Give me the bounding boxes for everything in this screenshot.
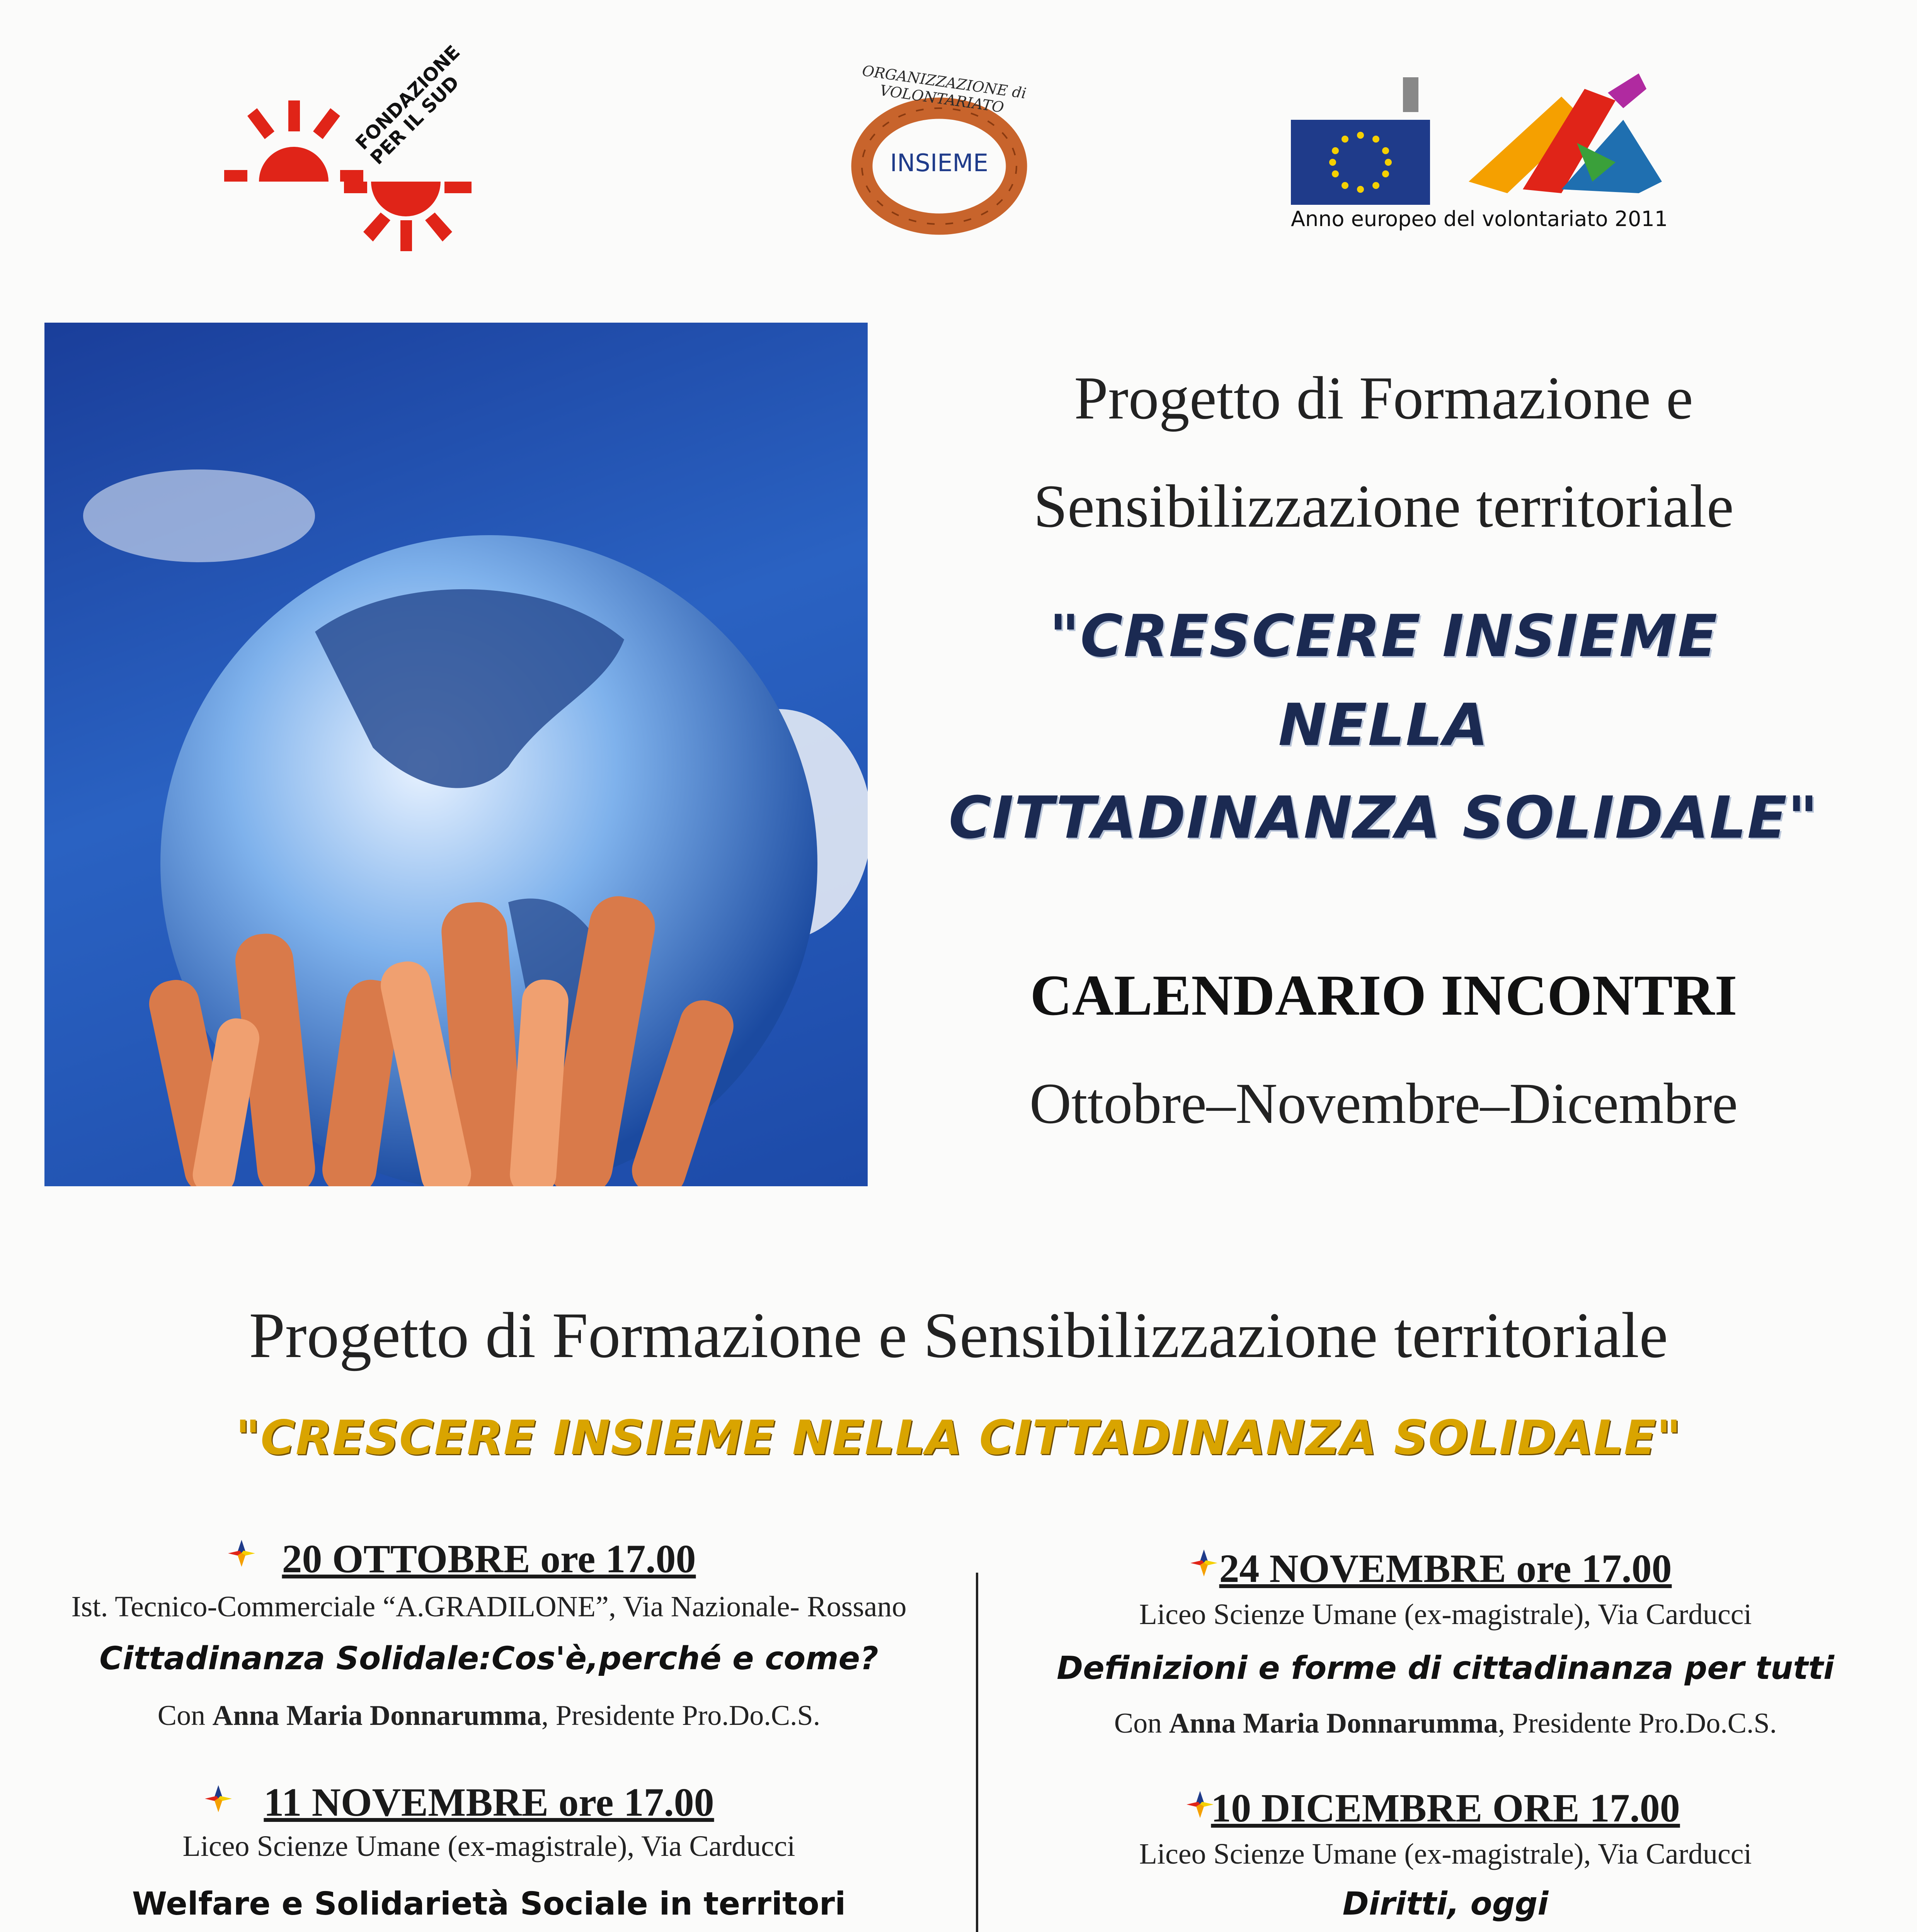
event2-topic-line1: Welfare e Solidarietà Sociale in territori (132, 1886, 846, 1922)
fondazione-logo-text: FONDAZIONE PER IL SUD (351, 41, 465, 169)
globe-icon (44, 323, 868, 1186)
hero-title-line1: Progetto di Formazione e (1074, 364, 1693, 432)
event1-location: Ist. Tecnico-Commerciale “A.GRADILONE”, Via Nazionale- Rossano (71, 1590, 907, 1623)
hero-title-line2: Sensibilizzazione territoriale (1033, 473, 1734, 540)
insieme-logo-word: INSIEME (890, 149, 989, 177)
event1-speaker-prefix: Con (157, 1700, 213, 1731)
insieme-logo-arc: ORGANIZZAZIONE di VOLONTARIATO (861, 62, 1028, 116)
event4-speaker-role: , Presidente Pro.Do.C.S. (1498, 1708, 1777, 1739)
fondazione-logo (224, 41, 549, 255)
eu-logo (1291, 66, 1716, 251)
event1-speaker-role: , Presidente Pro.Do.C.S. (541, 1700, 821, 1731)
eu-flag-icon (1291, 66, 1716, 205)
event2-location: Liceo Scienze Umane (ex-magistrale), Via Carducci (182, 1830, 795, 1862)
event4-speaker (989, 1702, 1902, 1745)
event1-speaker-name: Anna Maria Donnarumma (212, 1700, 541, 1731)
subheader-title: Progetto di Formazione e Sensibilizzazione territoriale (249, 1299, 1668, 1371)
hero-slogan-line3: CITTADINANZA SOLIDALE" (948, 784, 1819, 852)
event5-location: Liceo Scienze Umane (ex-magistrale), Via Carducci (1139, 1838, 1752, 1870)
hero-slogan-line1: "CRESCERE INSIEME (1049, 603, 1718, 670)
event1-topic: Cittadinanza Solidale:Cos'è,perché e come? (99, 1640, 878, 1677)
event4-topic: Definizioni e forme di cittadinanza per tutti (1057, 1650, 1834, 1687)
months-range: Ottobre–Novembre–Dicembre (1029, 1071, 1738, 1136)
hero-slogan-line2: NELLA (1278, 692, 1489, 759)
event1-date: 20 OTTOBRE ore 17.00 (282, 1537, 696, 1581)
event4-speaker-prefix: Con (1114, 1708, 1169, 1739)
event4-location: Liceo Scienze Umane (ex-magistrale), Via Carducci (1139, 1598, 1752, 1631)
globe-hands-image (44, 323, 868, 1186)
event5-date: 10 DICEMBRE ORE 17.00 (1211, 1786, 1680, 1830)
insieme-logo (804, 62, 1074, 255)
event4-date: 24 NOVEMBRE ore 17.00 (1219, 1546, 1672, 1591)
event2-date: 11 NOVEMBRE ore 17.00 (264, 1780, 714, 1825)
event5-topic: Diritti, oggi (1342, 1886, 1549, 1922)
event4-speaker-name: Anna Maria Donnarumma (1169, 1708, 1498, 1739)
event1-speaker (0, 1694, 978, 1737)
column-divider (976, 1573, 978, 1932)
subheader-slogan: "CRESCERE INSIEME NELLA CITTADINANZA SOLIDALE" (235, 1410, 1682, 1465)
calendar-heading: CALENDARIO INCONTRI (1030, 963, 1737, 1027)
eu-caption: Anno europeo del volontariato 2011 (1291, 207, 1668, 231)
